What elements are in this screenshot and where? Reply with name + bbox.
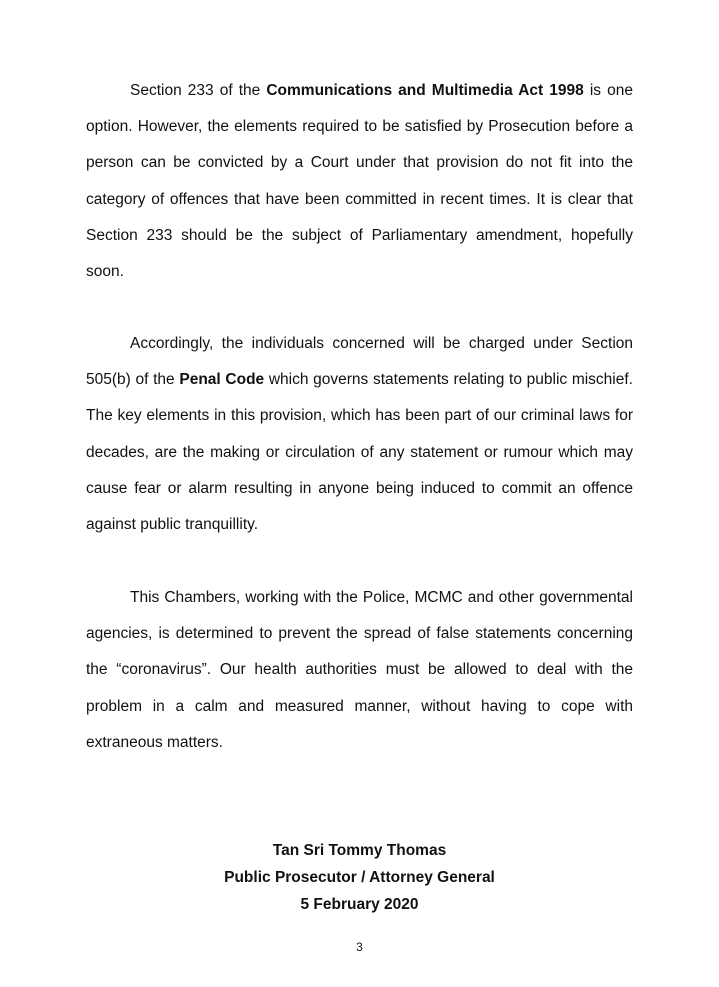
code-name: Penal Code xyxy=(179,371,265,389)
act-name: Communications and Multimedia Act 1998 xyxy=(266,82,584,99)
paragraph-text: which governs statements relating to public mischief. The key elements in this provision, which has been part of our criminal laws for decades, are the making or circulation of any statement or rumour which may cause fear or alarm resulting in anyone being induced to commit an offence against public tranquillity. xyxy=(86,371,633,534)
paragraph-penal-code xyxy=(86,326,633,543)
paragraph-text: Accordingly, the individuals concerned will be charged under Section 505(b) of the xyxy=(86,335,633,389)
signatory-name: Tan Sri Tommy Thomas xyxy=(272,842,447,859)
paragraph-section-233 xyxy=(86,73,633,290)
paragraph-chambers xyxy=(86,580,633,761)
paragraph-text: This Chambers, working with the Police, MCMC and other governmental agencies, is determined to prevent the spread of false statements concerning the “coronavirus”. Our health authorities must be allowed to deal with the problem in a calm and measured manner, without having to cope with extraneous matters. xyxy=(86,589,633,751)
signature-date: 5 February 2020 xyxy=(300,896,419,913)
page-number: 3 xyxy=(356,940,363,954)
paragraph-text: is one option. However, the elements required to be satisfied by Prosecution before a person can be convicted by a Court under that provision do not fit into the category of offences that have been committed in recent times. It is clear that Section 233 should be the subject of Parliamentary amendment, hopefully soon. xyxy=(86,82,633,281)
paragraph-text: Section 233 of the xyxy=(130,82,267,99)
signatory-title: Public Prosecutor / Attorney General xyxy=(224,869,495,886)
